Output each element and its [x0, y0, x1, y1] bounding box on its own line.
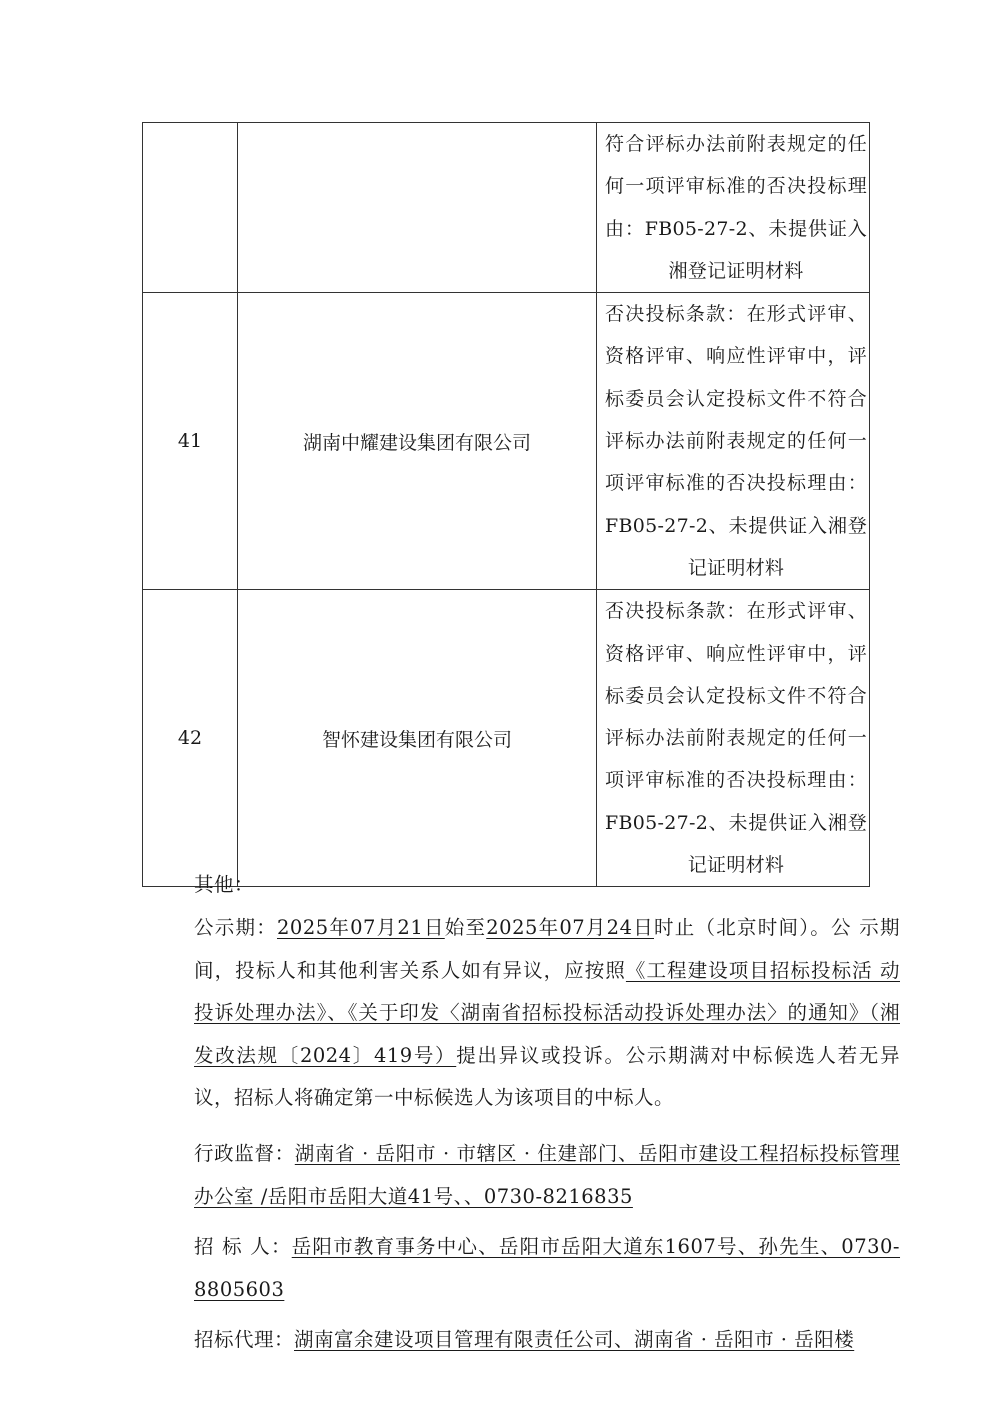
company-name: 智怀建设集团有限公司: [238, 590, 597, 887]
rejection-reason-text: 否决投标条款：在形式评审、资格评审、响应性评审中，评标委员会认定投标文件不符合评标办法前附表规定的任何一项评审标准的否决投标理由：FB05-27-2、未提供证入湘登记证明材料: [605, 303, 867, 579]
other-heading: 其他：: [194, 873, 255, 896]
notice-start-date: 2025年07月21日: [277, 916, 445, 939]
notice-paragraph: [152, 907, 900, 1120]
agent-value: 湖南富余建设项目管理有限责任公司、湖南省 · 岳阳市 · 岳阳楼: [294, 1328, 855, 1351]
notice-laws: 《工程建设项目招标投标活 动投诉处理办法》、《关于印发〈湖南省招标投标活动投诉处理办法〉的通知》（湘发改法规〔2024〕419号）: [194, 958, 900, 1067]
agent-paragraph: [152, 1319, 900, 1362]
notice-label: 公示期：: [194, 916, 277, 939]
rejection-reason: [597, 590, 870, 887]
notice-rest: 时止（北京时间）。公 示期间，投标人和其他利害关系人如有异议，应按照: [194, 916, 900, 982]
tenderer-value: 岳阳市教育事务中心、岳阳市岳阳大道东1607号、孙先生、0730-8805603: [194, 1235, 901, 1301]
table-row: [143, 293, 870, 590]
company-name: [238, 123, 597, 293]
supervision-value: 湖南省 · 岳阳市 · 市辖区 · 住建部门、岳阳市建设工程招标投标管理办公室 /岳阳市岳阳大道41号、、0730-8216835: [194, 1142, 900, 1208]
row-number: 41: [143, 293, 238, 590]
row-number: 42: [143, 590, 238, 887]
tenderer-paragraph: [152, 1226, 900, 1311]
notice-end-date: 2025年07月24日: [486, 916, 654, 939]
table-row: [143, 123, 870, 293]
rejection-reason: [597, 293, 870, 590]
rejection-reason-text: 否决投标条款：在形式评审、资格评审、响应性评审中，评标委员会认定投标文件不符合评标办法前附表规定的任何一项评审标准的否决投标理由：FB05-27-2、未提供证入湘登记证明材料: [605, 600, 867, 877]
row-number: [143, 123, 238, 293]
notice-mid: 始至: [444, 916, 487, 939]
rejection-reason: [597, 123, 870, 293]
agent-label: 招标代理：: [194, 1328, 295, 1351]
supervision-label: 行政监督：: [194, 1142, 295, 1165]
table-row: [143, 590, 870, 887]
rejection-reason-text: 符合评标办法前附表规定的任何一项评审标准的否决投标理由：FB05-27-2、未提供证入湘登记证明材料: [605, 133, 867, 282]
company-name: 湖南中耀建设集团有限公司: [238, 293, 597, 590]
notice-tail: 提出异议或投诉。公示期满对中标候选人若无异议，招标人将确定第一中标候选人为该项目的中标人。: [194, 1043, 900, 1109]
tenderer-label: 招 标 人：: [194, 1235, 292, 1258]
rejected-bidders-table: [142, 122, 870, 887]
supervision-paragraph: [152, 1133, 900, 1218]
